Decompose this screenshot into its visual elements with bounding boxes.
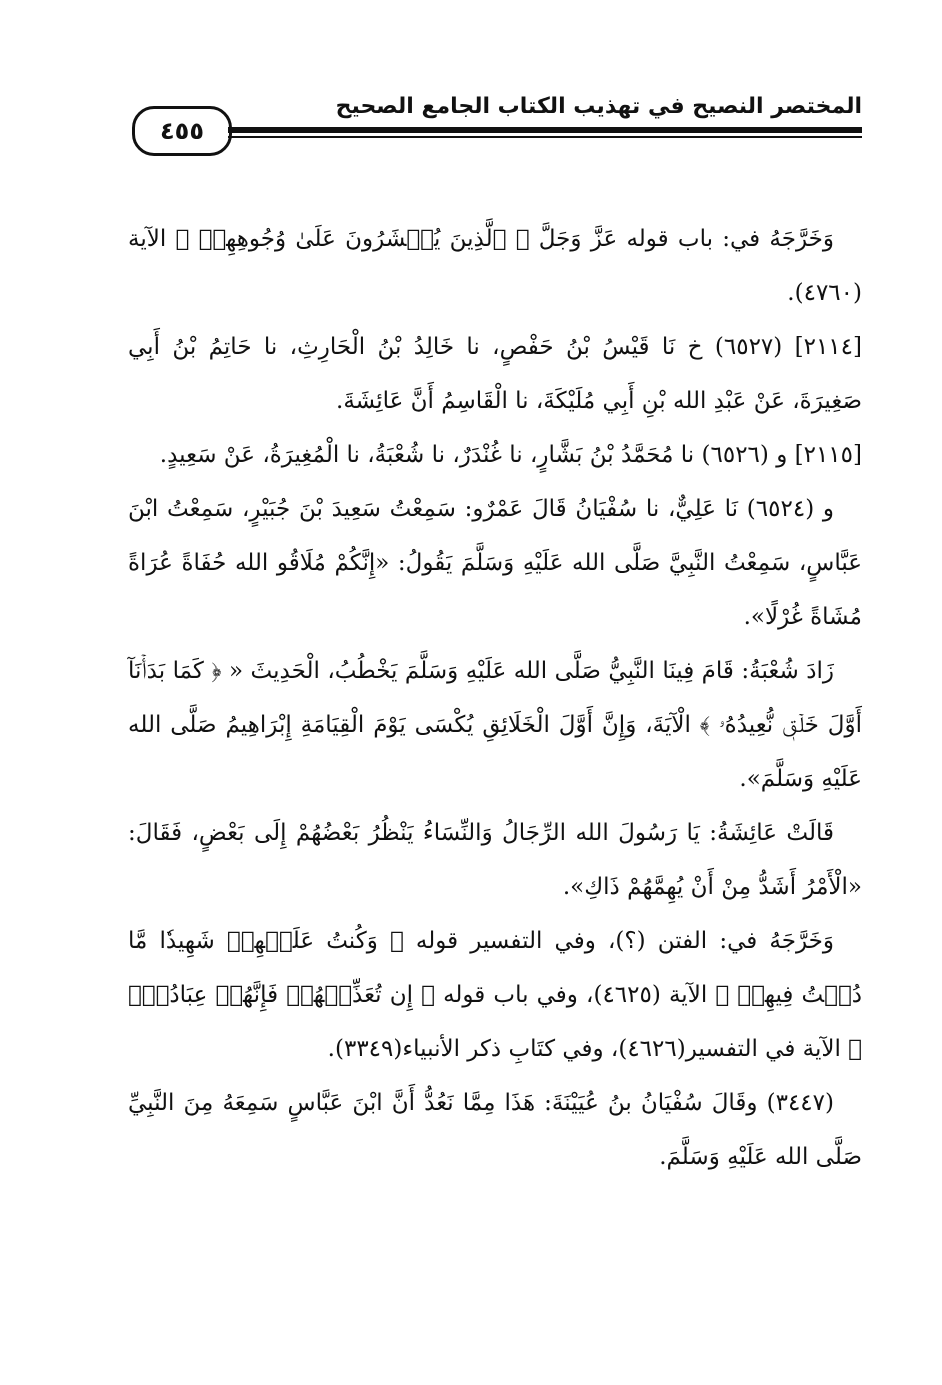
book-title: المختصر النصيح في تهذيب الكتاب الجامع الصحيح (335, 94, 862, 119)
paragraph-shuba-addition: زَادَ شُعْبَةُ: قَامَ فِينَا النَّبِيُّ صَلَّى الله عَلَيْهِ وَسَلَّمَ يَخْطُبُ، الْحَدِيثَ « ﴿ كَمَا بَدَأۡنَآ أَوَّلَ خَلۡقٖ نُّعِيدُهُۥ ﴾ الْآيَةَ، وَإِنَّ أَوَّلَ الْخَلَائِقِ يُكْسَى يَوْمَ الْقِيَامَةِ إِبْرَاهِيمُ صَلَّى الله عَلَيْهِ وَسَلَّمَ». (128, 658, 863, 792)
header-rule-thick (228, 127, 862, 133)
page-header (128, 88, 862, 158)
page-body (128, 212, 862, 1184)
paragraph-hadith-2115: [٢١١٥] و (٦٥٢٦) نا مُحَمَّدُ بْنُ بَشَّارٍ، نا غُنْدَرٌ، نا شُعْبَةُ، نا الْمُغِيرَةُ، عَنْ سَعِيدٍ. (159, 442, 862, 468)
paragraph-takhrij-1: وَخَرَّجَهُ في: باب قوله عَزَّ وَجَلَّ ﴿ ٱلَّذِينَ يُحۡشَرُونَ عَلَىٰ وُجُوهِهِمۡ ﴾ الآية (٤٧٦٠). (128, 226, 862, 306)
paragraph-takhrij-2: وَخَرَّجَهُ في: الفتن (؟)، وفي التفسير قوله ﴿ وَكُنتُ عَلَيۡهِمۡ شَهِيدٗا مَّا دُمۡتُ فِيهِمۡ ﴾ الآية (٤٦٢٥)، وفي باب قوله ﴿ إِن تُعَذِّبۡهُمۡ فَإِنَّهُمۡ عِبَادُكَۖ ﴾ الآية في التفسير(٤٦٢٦)، وفي كتَابِ ذكر الأنبياء(٣٣٤٩). (128, 928, 862, 1062)
paragraph-aisha-question: قَالَتْ عَائِشَةُ: يَا رَسُولَ الله الرِّجَالُ وَالنِّسَاءُ يَنْظُرُ بَعْضُهُمْ إِلَى بَعْضٍ، فَقَالَ: «الْأَمْرُ أَشَدُّ مِنْ أَنْ يُهِمَّهُمْ ذَاكِ». (128, 820, 862, 900)
paragraph-sufyan-note: (٣٤٤٧) وقَالَ سُفْيَانُ بنُ عُيَيْنَةَ: هَذَا مِمَّا نَعُدُّ أَنَّ ابْنَ عَبَّاسٍ سَمِعَهُ مِنَ النَّبِيِّ صَلَّى الله عَلَيْهِ وَسَلَّمَ. (128, 1090, 862, 1170)
page-number: ٤٥٥ (132, 106, 232, 156)
paragraph-hadith-2114: [٢١١٤] (٦٥٢٧) خ نَا قَيْسُ بْنُ حَفْصٍ، نا خَالِدُ بْنُ الْحَارِثِ، نا حَاتِمُ بْنُ أَبِي صَغِيرَةَ، عَنْ عَبْدِ الله بْنِ أَبِي مُلَيْكَةَ، نا الْقَاسِمُ أَنَّ عَائِشَةَ. (128, 334, 862, 414)
paragraph-hadith-6524: و (٦٥٢٤) نَا عَلِيٌّ، نا سُفْيَانُ قَالَ عَمْرٌو: سَمِعْتُ سَعِيدَ بْنَ جُبَيْرٍ، سَمِعْتُ ابْنَ عَبَّاسٍ، سَمِعْتُ النَّبِيَّ صَلَّى الله عَلَيْهِ وَسَلَّمَ يَقُولُ: «إِنَّكُمْ مُلَاقُو الله حُفَاةً عُرَاةً مُشَاةً غُرْلًا». (128, 496, 862, 630)
header-rule-thin (228, 136, 862, 138)
